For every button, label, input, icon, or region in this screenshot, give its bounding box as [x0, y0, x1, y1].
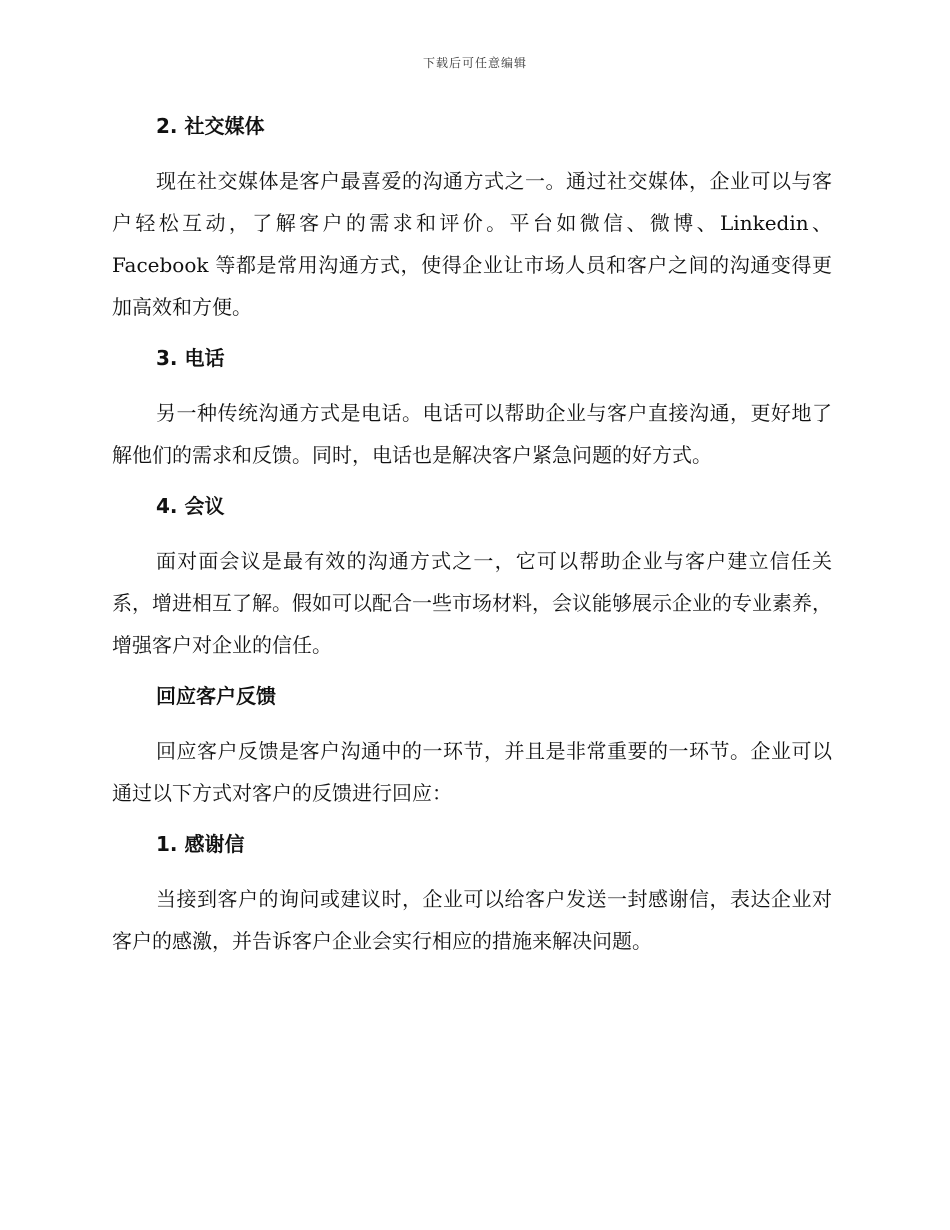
section-paragraph: 面对面会议是最有效的沟通方式之一，它可以帮助企业与客户建立信任关系，增进相互了解。假如可以配合一些市场材料，会议能够展示企业的专业素养，增强客户对企业的信任。 — [112, 549, 832, 657]
section-heading: 2. 社交媒体 — [156, 114, 265, 138]
section-paragraph: 当接到客户的询问或建议时，企业可以给客户发送一封感谢信，表达企业对客户的感激，并告诉客户企业会实行相应的措施来解决问题。 — [112, 887, 832, 953]
section-meeting — [112, 490, 832, 680]
section-paragraph: 回应客户反馈是客户沟通中的一环节，并且是非常重要的一环节。企业可以通过以下方式对客户的反馈进行回应： — [112, 739, 832, 805]
section-heading: 4. 会议 — [156, 494, 225, 518]
section-heading: 回应客户反馈 — [156, 684, 276, 708]
section-paragraph: 另一种传统沟通方式是电话。电话可以帮助企业与客户直接沟通，更好地了解他们的需求和反馈。同时，电话也是解决客户紧急问题的好方式。 — [112, 401, 832, 467]
section-respond-feedback — [112, 680, 832, 828]
section-heading: 1. 感谢信 — [156, 832, 245, 856]
header-note: 下载后可任意编辑 — [422, 56, 527, 70]
document-body — [112, 110, 832, 962]
section-paragraph: 现在社交媒体是客户最喜爱的沟通方式之一。通过社交媒体，企业可以与客户轻松互动，了解客户的需求和评价。平台如微信、微博、Linkedin、Facebook 等都是常用沟通方式，使得企业让市场人员和客户之间的沟通变得更加高效和方便。 — [112, 169, 832, 319]
section-phone — [112, 342, 832, 490]
section-social-media — [112, 110, 832, 342]
section-heading: 3. 电话 — [156, 346, 225, 370]
section-thank-you-letter — [112, 828, 832, 962]
